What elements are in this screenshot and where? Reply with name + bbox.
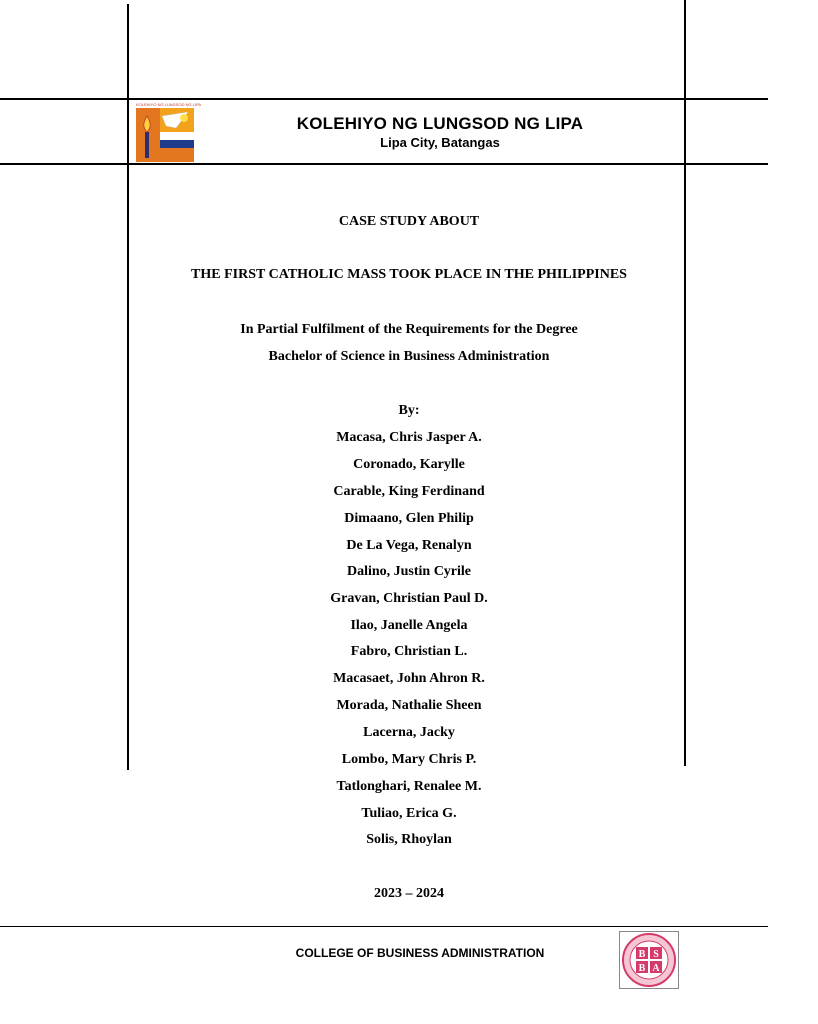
author-name: Solis, Rhoylan bbox=[366, 832, 452, 847]
school-logo-emblem bbox=[136, 102, 202, 162]
author-name: Lacerna, Jacky bbox=[363, 725, 455, 740]
author-name: Tatlonghari, Renalee M. bbox=[336, 779, 482, 794]
school-logo bbox=[136, 102, 202, 162]
author-name: Carable, King Ferdinand bbox=[333, 484, 485, 499]
bsba-seal-icon bbox=[619, 931, 679, 989]
seal-letter: B bbox=[638, 949, 646, 960]
document-title: THE FIRST CATHOLIC MASS TOOK PLACE IN THE PHILIPPINES bbox=[191, 267, 627, 282]
fulfilment-line-2: Bachelor of Science in Business Administration bbox=[268, 349, 550, 364]
fulfilment-line-1: In Partial Fulfilment of the Requirements for the Degree bbox=[240, 322, 578, 337]
header-top-line bbox=[0, 98, 768, 100]
author-name: Tuliao, Erica G. bbox=[361, 806, 457, 821]
logo-text: KOLEHIYO NG LUNGSOD NG LIPA bbox=[136, 102, 202, 107]
author-name: Coronado, Karylle bbox=[353, 457, 465, 472]
bsba-seal bbox=[619, 931, 679, 989]
author-name: Macasaet, John Ahron R. bbox=[333, 671, 485, 686]
author-name: Lombo, Mary Chris P. bbox=[341, 752, 477, 767]
seal-letter: S bbox=[653, 949, 659, 960]
author-name: Morada, Nathalie Sheen bbox=[336, 698, 482, 713]
author-name: Macasa, Chris Jasper A. bbox=[336, 430, 482, 445]
author-name: Dimaano, Glen Philip bbox=[344, 511, 474, 526]
seal-letter: A bbox=[652, 963, 660, 974]
school-location: Lipa City, Batangas bbox=[380, 135, 500, 150]
document-heading: CASE STUDY ABOUT bbox=[338, 214, 480, 229]
seal-letter: B bbox=[638, 963, 646, 974]
by-label: By: bbox=[398, 403, 420, 418]
author-name: De La Vega, Renalyn bbox=[346, 538, 472, 553]
school-name: KOLEHIYO NG LUNGSOD NG LIPA bbox=[296, 114, 584, 133]
author-name: Fabro, Christian L. bbox=[350, 644, 468, 659]
school-year: 2023 – 2024 bbox=[374, 886, 444, 901]
footer-top-line bbox=[0, 926, 768, 927]
author-name: Ilao, Janelle Angela bbox=[350, 618, 468, 633]
author-name: Gravan, Christian Paul D. bbox=[330, 591, 488, 606]
header-bottom-line bbox=[0, 163, 768, 165]
author-name: Dalino, Justin Cyrile bbox=[346, 564, 472, 579]
college-name: COLLEGE OF BUSINESS ADMINISTRATION bbox=[295, 946, 545, 960]
